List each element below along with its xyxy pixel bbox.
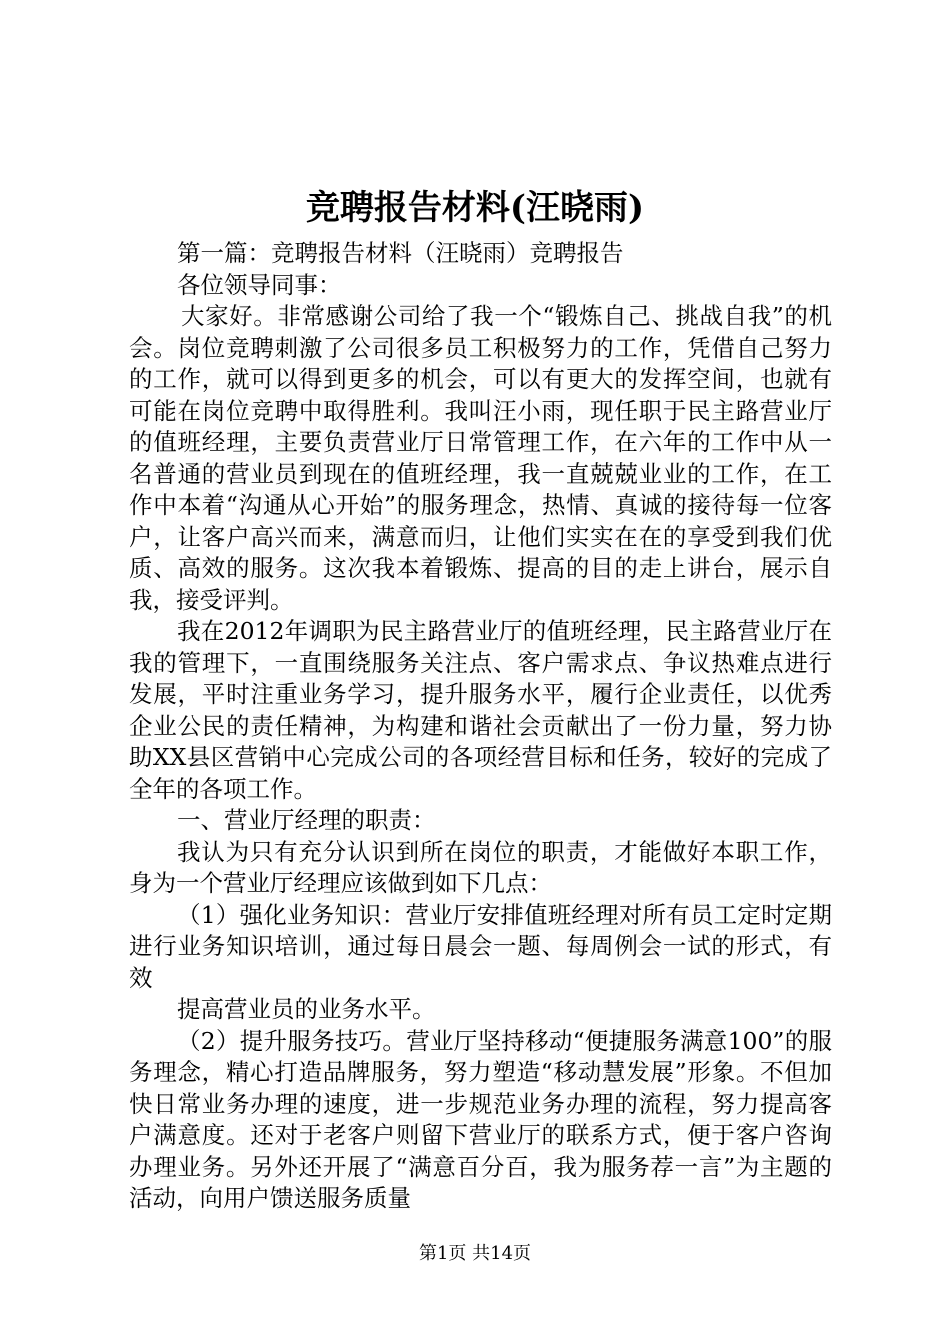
paragraph-experience: 我在2012年调职为民主路营业厅的值班经理，民主路营业厅在我的管理下，一直围绕服务关注点、客户需求点、争议热难点进行发展，平时注重业务学习，提升服务水平，履行企业责任，以优秀企业公民的责任精神，为构建和谐社会贡献出了一份力量，努力协助XX县区营销中心完成公司的各项经营目标和任务，较好的完成了全年的各项工作。 [129, 617, 832, 803]
paragraph-duties-heading: 一、营业厅经理的职责： [177, 806, 436, 834]
paragraph-greeting: 大家好。非常感谢公司给了我一个“锻炼自己、挑战自我”的机会。岗位竞聘刺激了公司很多员工积极努力的工作，凭借自己努力的工作，就可以得到更多的机会，可以有更大的发挥空间，也就有可能在岗位竞聘中取得胜利。我叫汪小雨，现任职于民主路营业厅的值班经理，主要负责营业厅日常管理工作，在六年的工作中从一名普通的营业员到现在的值班经理，我一直兢兢业业的工作，在工作中本着“沟通从心开始”的服务理念，热情、真诚的接待每一位客户，让客户高兴而来，满意而归，让他们实实在在的享受到我们优质、高效的服务。这次我本着锻炼、提高的目的走上讲台，展示自我，接受评判。 [129, 302, 832, 614]
document-title: 竞聘报告材料(汪晓雨) [305, 188, 645, 228]
paragraph-duty-1: （1）强化业务知识：营业厅安排值班经理对所有员工定时定期进行业务知识培训，通过每日晨会一题、每周例会一试的形式，有效 [129, 900, 832, 992]
document-body [129, 238, 832, 1215]
paragraph-duty-1-cont: 提高营业员的业务水平。 [177, 995, 436, 1023]
paragraph-section-heading: 第一篇：竞聘报告材料（汪晓雨）竞聘报告 [177, 239, 624, 267]
paragraph-duty-2: （2）提升服务技巧。营业厅坚持移动“便捷服务满意100”的服务理念，精心打造品牌服务，努力塑造“移动慧发展”形象。不但加快日常业务办理的速度，进一步规范业务办理的流程，努力提高客户满意度。还对于老客户则留下营业厅的联系方式，便于客户咨询办理业务。另外还开展了“满意百分百，我为服务荐一言”为主题的活动，向用户馈送服务质量 [129, 1026, 832, 1212]
paragraph-salutation: 各位领导同事： [177, 270, 342, 299]
page-footer: 第1页 共14页 [418, 1243, 532, 1264]
paragraph-duties-intro: 我认为只有充分认识到所在岗位的职责，才能做好本职工作，身为一个营业厅经理应该做到如下几点： [129, 837, 832, 897]
